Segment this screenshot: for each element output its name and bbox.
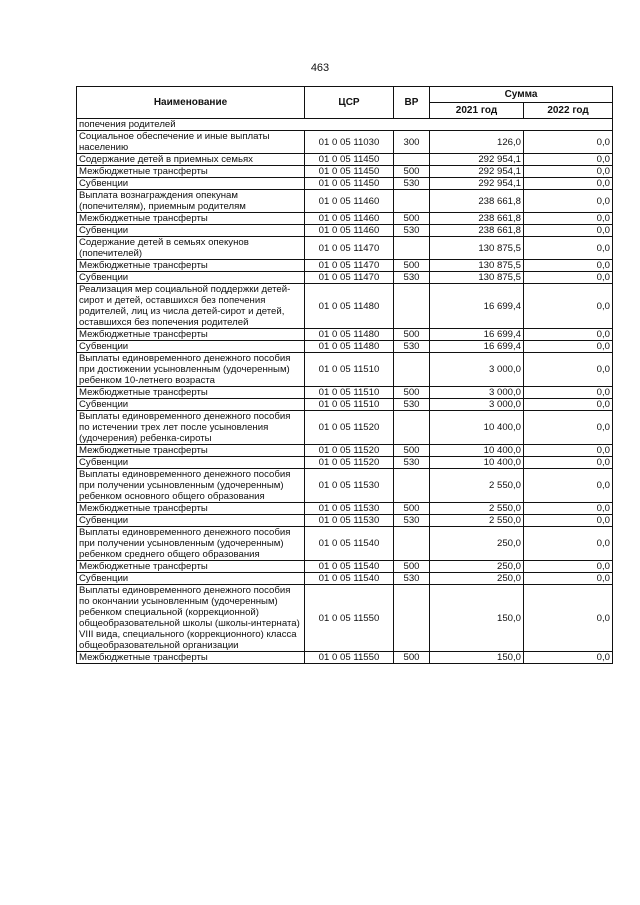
cell-vr: 530 [394,341,430,353]
cell-2021: 3 000,0 [430,387,524,399]
cell-2022: 0,0 [524,329,613,341]
cell-csr: 01 0 05 11520 [305,411,394,445]
cell-name: Межбюджетные трансферты [77,166,305,178]
table-row [77,178,613,190]
cell-name: Субвенции [77,457,305,469]
cell-2021: 16 699,4 [430,284,524,329]
cell-csr: 01 0 05 11520 [305,445,394,457]
cell-vr: 300 [394,131,430,154]
table-row [77,353,613,387]
cell-name: Выплаты единовременного денежного пособия при получении усыновленным (удочеренным) ребенком основного общего образования [77,469,305,503]
cell-2021: 250,0 [430,573,524,585]
cell-csr: 01 0 05 11470 [305,272,394,284]
table-row [77,154,613,166]
cell-2021: 150,0 [430,652,524,664]
cell-vr: 500 [394,213,430,225]
cell-name: Субвенции [77,515,305,527]
cell-2021: 2 550,0 [430,515,524,527]
cell-vr: 530 [394,573,430,585]
cell-2022: 0,0 [524,652,613,664]
table-row [77,457,613,469]
cell-2021: 10 400,0 [430,457,524,469]
cell-csr: 01 0 05 11540 [305,527,394,561]
cell-2022: 0,0 [524,260,613,272]
table-row [77,387,613,399]
cell-name: Выплаты единовременного денежного пособия по окончании усыновленным (удочеренным) ребенком специальной (коррекционной) общеобразовательной школы (школы-интерната) VIII вида, специального (коррекционного) класса общеобразовательной организации [77,585,305,652]
table-row [77,166,613,178]
cell-2021: 10 400,0 [430,445,524,457]
cell-name: Межбюджетные трансферты [77,503,305,515]
cell-vr: 500 [394,652,430,664]
table-row [77,225,613,237]
cell-name: Субвенции [77,178,305,190]
cell-name: Межбюджетные трансферты [77,213,305,225]
cell-vr [394,237,430,260]
cell-2021: 292 954,1 [430,154,524,166]
cell-csr: 01 0 05 11540 [305,573,394,585]
cell-2021: 292 954,1 [430,166,524,178]
cell-name: Субвенции [77,225,305,237]
cell-2021: 130 875,5 [430,237,524,260]
table-row [77,341,613,353]
cell-vr: 500 [394,445,430,457]
cell-2021: 238 661,8 [430,213,524,225]
table-row [77,237,613,260]
cell-vr [394,353,430,387]
table-row [77,515,613,527]
table-row [77,329,613,341]
cell-2022: 0,0 [524,237,613,260]
cell-vr [394,585,430,652]
cell-vr: 530 [394,457,430,469]
cell-name: Межбюджетные трансферты [77,445,305,457]
cell-csr: 01 0 05 11550 [305,585,394,652]
header-2021: 2021 год [430,103,524,119]
header-vr: ВР [394,87,430,119]
cell-csr: 01 0 05 11460 [305,190,394,213]
cell-vr [394,527,430,561]
cell-2021: 292 954,1 [430,178,524,190]
cell-2022: 0,0 [524,573,613,585]
cell-2022: 0,0 [524,154,613,166]
cell-vr: 500 [394,387,430,399]
cell-2021: 16 699,4 [430,341,524,353]
cell-2022: 0,0 [524,166,613,178]
cell-name: Межбюджетные трансферты [77,260,305,272]
cell-2021: 16 699,4 [430,329,524,341]
cell-2021: 3 000,0 [430,399,524,411]
cell-2021: 250,0 [430,561,524,573]
cell-name: Субвенции [77,341,305,353]
cell-name: Реализация мер социальной поддержки детей-сирот и детей, оставшихся без попечения родителей, лиц из числа детей-сирот и детей, оставшихся без попечения родителей [77,284,305,329]
cell-csr: 01 0 05 11520 [305,457,394,469]
cell-csr: 01 0 05 11450 [305,166,394,178]
cell-name: Социальное обеспечение и иные выплаты населению [77,131,305,154]
cell-2022: 0,0 [524,515,613,527]
header-name: Наименование [77,87,305,119]
continuation-row [77,119,613,131]
cell-vr: 500 [394,561,430,573]
cell-vr: 530 [394,225,430,237]
table-row [77,527,613,561]
cell-name: Выплаты единовременного денежного пособия при получении усыновленным (удочеренным) ребенком среднего общего образования [77,527,305,561]
cell-vr [394,469,430,503]
cell-vr: 530 [394,272,430,284]
cell-2022: 0,0 [524,561,613,573]
cell-2021: 2 550,0 [430,469,524,503]
cell-csr: 01 0 05 11480 [305,329,394,341]
cell-2021: 10 400,0 [430,411,524,445]
cell-2022: 0,0 [524,411,613,445]
cell-2021: 250,0 [430,527,524,561]
table-row [77,131,613,154]
cell-csr: 01 0 05 11530 [305,469,394,503]
cell-name: Субвенции [77,272,305,284]
cell-2022: 0,0 [524,178,613,190]
cell-vr: 500 [394,329,430,341]
cell-2021: 150,0 [430,585,524,652]
table-row [77,190,613,213]
cell-2022: 0,0 [524,585,613,652]
table-row [77,469,613,503]
cell-2021: 126,0 [430,131,524,154]
cell-csr: 01 0 05 11480 [305,284,394,329]
cell-name: Выплата вознаграждения опекунам (попечителям), приемным родителям [77,190,305,213]
cell-name: Содержание детей в семьях опекунов (попечителей) [77,237,305,260]
cell-2022: 0,0 [524,387,613,399]
cell-vr: 500 [394,503,430,515]
cell-name: Межбюджетные трансферты [77,329,305,341]
cell-2021: 130 875,5 [430,272,524,284]
cell-vr [394,154,430,166]
cell-2022: 0,0 [524,353,613,387]
cell-csr: 01 0 05 11480 [305,341,394,353]
cell-csr: 01 0 05 11450 [305,178,394,190]
cell-csr: 01 0 05 11470 [305,260,394,272]
cell-csr: 01 0 05 11510 [305,387,394,399]
cell-csr: 01 0 05 11540 [305,561,394,573]
table-row [77,284,613,329]
cell-2021: 238 661,8 [430,225,524,237]
cell-2022: 0,0 [524,213,613,225]
cell-2022: 0,0 [524,190,613,213]
cell-vr: 500 [394,166,430,178]
table-row [77,411,613,445]
cell-2022: 0,0 [524,457,613,469]
cell-2022: 0,0 [524,503,613,515]
cell-vr: 500 [394,260,430,272]
table-row [77,213,613,225]
table-row [77,272,613,284]
table-row [77,652,613,664]
cell-name: Межбюджетные трансферты [77,387,305,399]
cell-csr: 01 0 05 11510 [305,399,394,411]
cell-name: Межбюджетные трансферты [77,652,305,664]
cell-2021: 3 000,0 [430,353,524,387]
cell-name: Межбюджетные трансферты [77,561,305,573]
cell-2022: 0,0 [524,445,613,457]
table-row [77,503,613,515]
cell-2022: 0,0 [524,272,613,284]
cell-csr: 01 0 05 11030 [305,131,394,154]
cell-vr: 530 [394,399,430,411]
cell-name: Содержание детей в приемных семьях [77,154,305,166]
table-row [77,260,613,272]
cell-csr: 01 0 05 11460 [305,225,394,237]
cell-vr [394,411,430,445]
cell-2021: 130 875,5 [430,260,524,272]
header-sum: Сумма [430,87,613,103]
cell-2021: 238 661,8 [430,190,524,213]
cell-name: Выплаты единовременного денежного пособия при достижении усыновленным (удочеренным) ребенком 10-летнего возраста [77,353,305,387]
cell-csr: 01 0 05 11470 [305,237,394,260]
cell-vr [394,190,430,213]
cell-2022: 0,0 [524,225,613,237]
continuation-text: попечения родителей [77,119,613,131]
table-row [77,399,613,411]
cell-vr [394,284,430,329]
cell-csr: 01 0 05 11530 [305,503,394,515]
cell-2022: 0,0 [524,527,613,561]
table-row [77,573,613,585]
cell-2022: 0,0 [524,399,613,411]
table-row [77,561,613,573]
cell-csr: 01 0 05 11530 [305,515,394,527]
cell-name: Выплаты единовременного денежного пособия по истечении трех лет после усыновления (удочерения) ребенка-сироты [77,411,305,445]
cell-2022: 0,0 [524,284,613,329]
cell-name: Субвенции [77,573,305,585]
header-2022: 2022 год [524,103,613,119]
cell-vr: 530 [394,178,430,190]
budget-table [76,86,613,664]
cell-2021: 2 550,0 [430,503,524,515]
cell-csr: 01 0 05 11450 [305,154,394,166]
cell-csr: 01 0 05 11510 [305,353,394,387]
cell-csr: 01 0 05 11550 [305,652,394,664]
table-row [77,445,613,457]
cell-2022: 0,0 [524,341,613,353]
page-number: 463 [310,62,330,74]
cell-2022: 0,0 [524,469,613,503]
cell-csr: 01 0 05 11460 [305,213,394,225]
cell-vr: 530 [394,515,430,527]
header-csr: ЦСР [305,87,394,119]
table-row [77,585,613,652]
cell-2022: 0,0 [524,131,613,154]
cell-name: Субвенции [77,399,305,411]
